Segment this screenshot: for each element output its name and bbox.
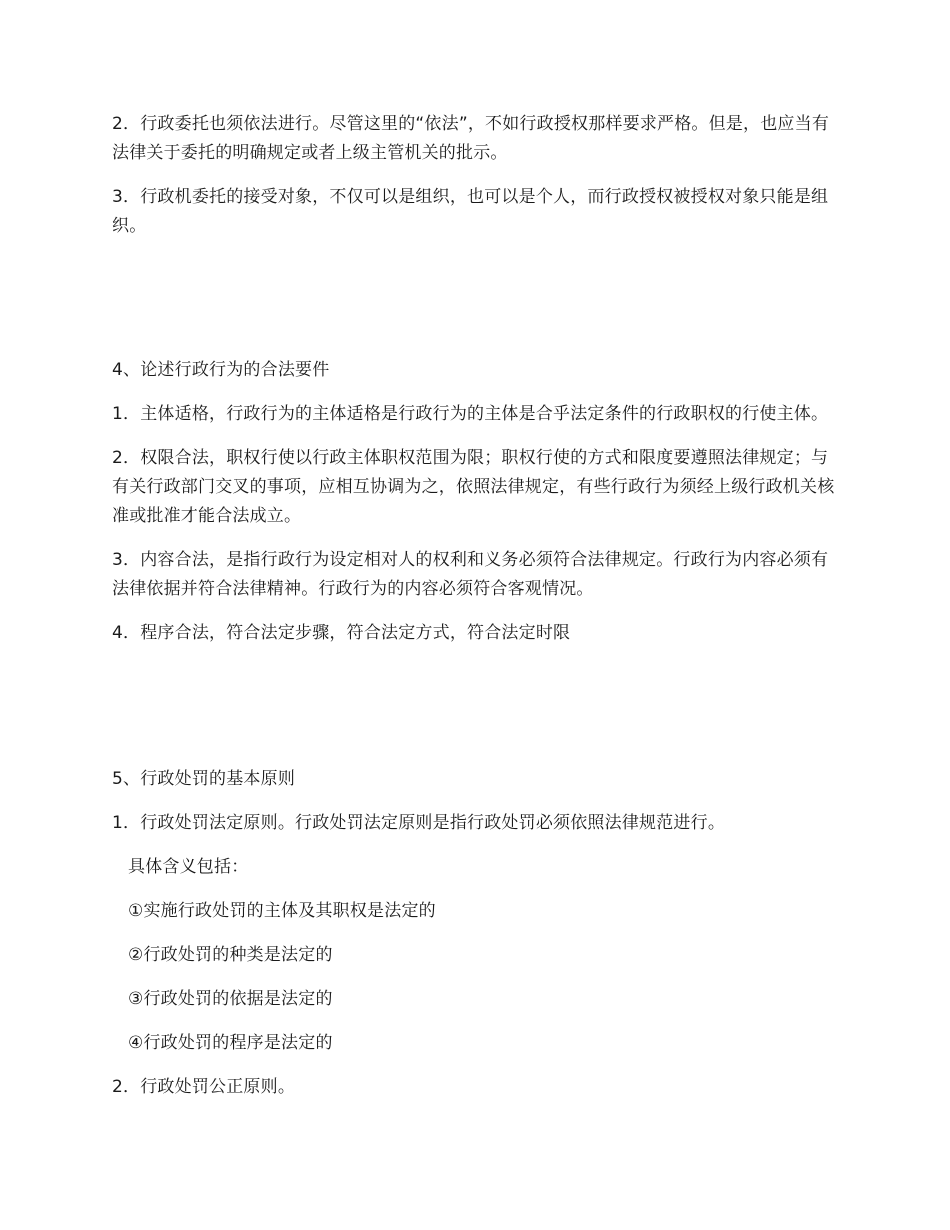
paragraph-delegation-recipient: 3．行政机委托的接受对象，不仅可以是组织，也可以是个人，而行政授权被授权对象只能是组织。 [112,187,829,236]
paragraph-specific-meaning: 具体含义包括： [128,857,249,877]
list-item: ②行政处罚的种类是法定的 [128,945,333,965]
paragraph-authority-legal: 2．权限合法，职权行使以行政主体职权范围为限；职权行使的方式和限度要遵照法律规定；与有关行政部门交叉的事项，应相互协调为之，依照法律规定，有些行政行为须经上级行政机关核准或批准才能合法成立。 [112,448,835,526]
list-item: ①实施行政处罚的主体及其职权是法定的 [128,901,436,921]
paragraph-penalty-legality: 1．行政处罚法定原则。行政处罚法定原则是指行政处罚必须依照法律规范进行。 [112,813,726,833]
paragraph-subject-qualified: 1．主体适格，行政行为的主体适格是行政行为的主体是合乎法定条件的行政职权的行使主体。 [112,404,829,424]
paragraph-delegation-legality: 2．行政委托也须依法进行。尽管这里的“依法”，不如行政授权那样要求严格。但是，也应当有法律关于委托的明确规定或者上级主管机关的批示。 [112,114,830,163]
document-page [112,110,838,1117]
list-item: ④行政处罚的程序是法定的 [128,1033,333,1053]
section-heading-5: 5、行政处罚的基本原则 [112,769,296,789]
paragraph-penalty-fairness: 2．行政处罚公正原则。 [112,1077,296,1097]
paragraph-procedure-legal: 4．程序合法，符合法定步骤，符合法定方式，符合法定时限 [112,623,571,643]
section-heading-4: 4、论述行政行为的合法要件 [112,360,330,380]
paragraph-content-legal: 3．内容合法，是指行政行为设定相对人的权利和义务必须符合法律规定。行政行为内容必须有法律依据并符合法律精神。行政行为的内容必须符合客观情况。 [112,550,829,599]
section-spacer [112,663,838,765]
section-spacer [112,256,838,356]
list-item: ③行政处罚的依据是法定的 [128,989,333,1009]
